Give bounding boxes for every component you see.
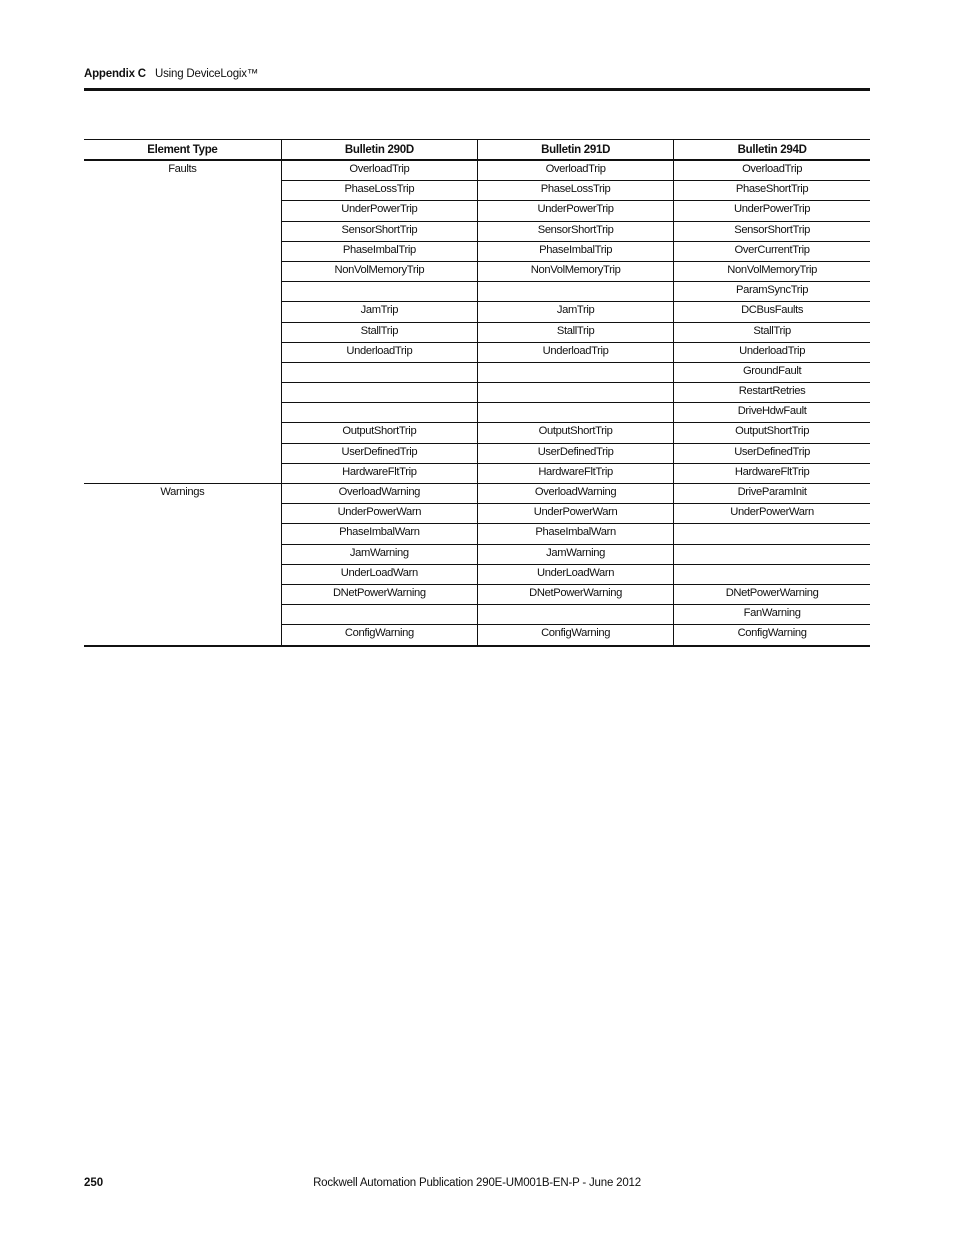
table-cell: NonVolMemoryTrip [281,261,477,281]
table-cell: HardwareFltTrip [281,463,477,483]
table-cell: ConfigWarning [281,625,477,646]
table-cell [281,362,477,382]
table-cell: HardwareFltTrip [674,463,870,483]
table-cell: UnderPowerWarn [281,504,477,524]
publication-info: Rockwell Automation Publication 290E-UM001B-EN-P - June 2012 [313,1177,641,1189]
table-cell: StallTrip [477,322,673,342]
table-cell: DNetPowerWarning [281,584,477,604]
table-cell: UnderLoadWarn [477,564,673,584]
element-type-table [84,139,870,647]
table-cell: GroundFault [674,362,870,382]
column-header-bulletin-291d: Bulletin 291D [477,140,673,161]
element-type-cell: Warnings [84,484,281,646]
table-cell [477,362,673,382]
table-cell: UserDefinedTrip [477,443,673,463]
table-cell: DNetPowerWarning [477,584,673,604]
table-cell: DriveParamInit [674,484,870,504]
table-cell: PhaseLossTrip [281,181,477,201]
table-cell: UserDefinedTrip [674,443,870,463]
table-cell: UnderPowerWarn [477,504,673,524]
table-cell [477,282,673,302]
table-cell: JamWarning [477,544,673,564]
table-cell: PhaseImbalTrip [477,241,673,261]
table-cell: DNetPowerWarning [674,584,870,604]
table-cell: ParamSyncTrip [674,282,870,302]
table-header-row [84,140,870,161]
table-cell: OutputShortTrip [674,423,870,443]
table-cell: DCBusFaults [674,302,870,322]
table-cell: JamTrip [281,302,477,322]
table-cell: SensorShortTrip [674,221,870,241]
column-header-bulletin-294d: Bulletin 294D [674,140,870,161]
table-cell [674,544,870,564]
table-cell: FanWarning [674,605,870,625]
table-cell: UnderloadTrip [674,342,870,362]
table-cell: StallTrip [281,322,477,342]
table-cell: StallTrip [674,322,870,342]
table-cell: OverloadTrip [674,160,870,181]
table-cell: UnderloadTrip [281,342,477,362]
element-type-cell: Faults [84,160,281,484]
table-cell [281,383,477,403]
table-cell: ConfigWarning [674,625,870,646]
table-cell: UnderloadTrip [477,342,673,362]
page-number: 250 [84,1177,104,1189]
table-cell: UserDefinedTrip [281,443,477,463]
table-cell: UnderPowerTrip [477,201,673,221]
table-cell: PhaseLossTrip [477,181,673,201]
table-cell: NonVolMemoryTrip [477,261,673,281]
table-cell [281,403,477,423]
table-cell [477,605,673,625]
table-cell: OutputShortTrip [477,423,673,443]
table-cell: PhaseShortTrip [674,181,870,201]
table-cell [281,605,477,625]
table-cell: NonVolMemoryTrip [674,261,870,281]
table-cell: ConfigWarning [477,625,673,646]
table-cell: PhaseImbalTrip [281,241,477,261]
table-cell: UnderPowerWarn [674,504,870,524]
table-cell [281,282,477,302]
table-cell: OverloadWarning [281,484,477,504]
table-cell: PhaseImbalWarn [281,524,477,544]
table-cell [477,383,673,403]
table-cell: OverloadTrip [281,160,477,181]
table-cell: OverCurrentTrip [674,241,870,261]
table-cell: SensorShortTrip [281,221,477,241]
appendix-label: Appendix C [84,68,146,80]
table-cell [674,564,870,584]
header-rule [84,88,870,91]
table-cell: DriveHdwFault [674,403,870,423]
table-cell [477,403,673,423]
table-cell: HardwareFltTrip [477,463,673,483]
table-cell: OutputShortTrip [281,423,477,443]
table-cell [674,524,870,544]
table-cell: UnderPowerTrip [281,201,477,221]
table-cell: PhaseImbalWarn [477,524,673,544]
table-cell: RestartRetries [674,383,870,403]
table-cell: JamTrip [477,302,673,322]
column-header-element-type: Element Type [84,140,281,161]
table-cell: JamWarning [281,544,477,564]
table-cell: UnderLoadWarn [281,564,477,584]
table-body [84,160,870,646]
table-cell: UnderPowerTrip [674,201,870,221]
page-header [84,66,870,90]
table-row [84,160,870,181]
table-cell: SensorShortTrip [477,221,673,241]
table-row [84,484,870,504]
table-cell: OverloadTrip [477,160,673,181]
column-header-bulletin-290d: Bulletin 290D [281,140,477,161]
section-title: Using DeviceLogix™ [155,68,259,80]
table-cell: OverloadWarning [477,484,673,504]
